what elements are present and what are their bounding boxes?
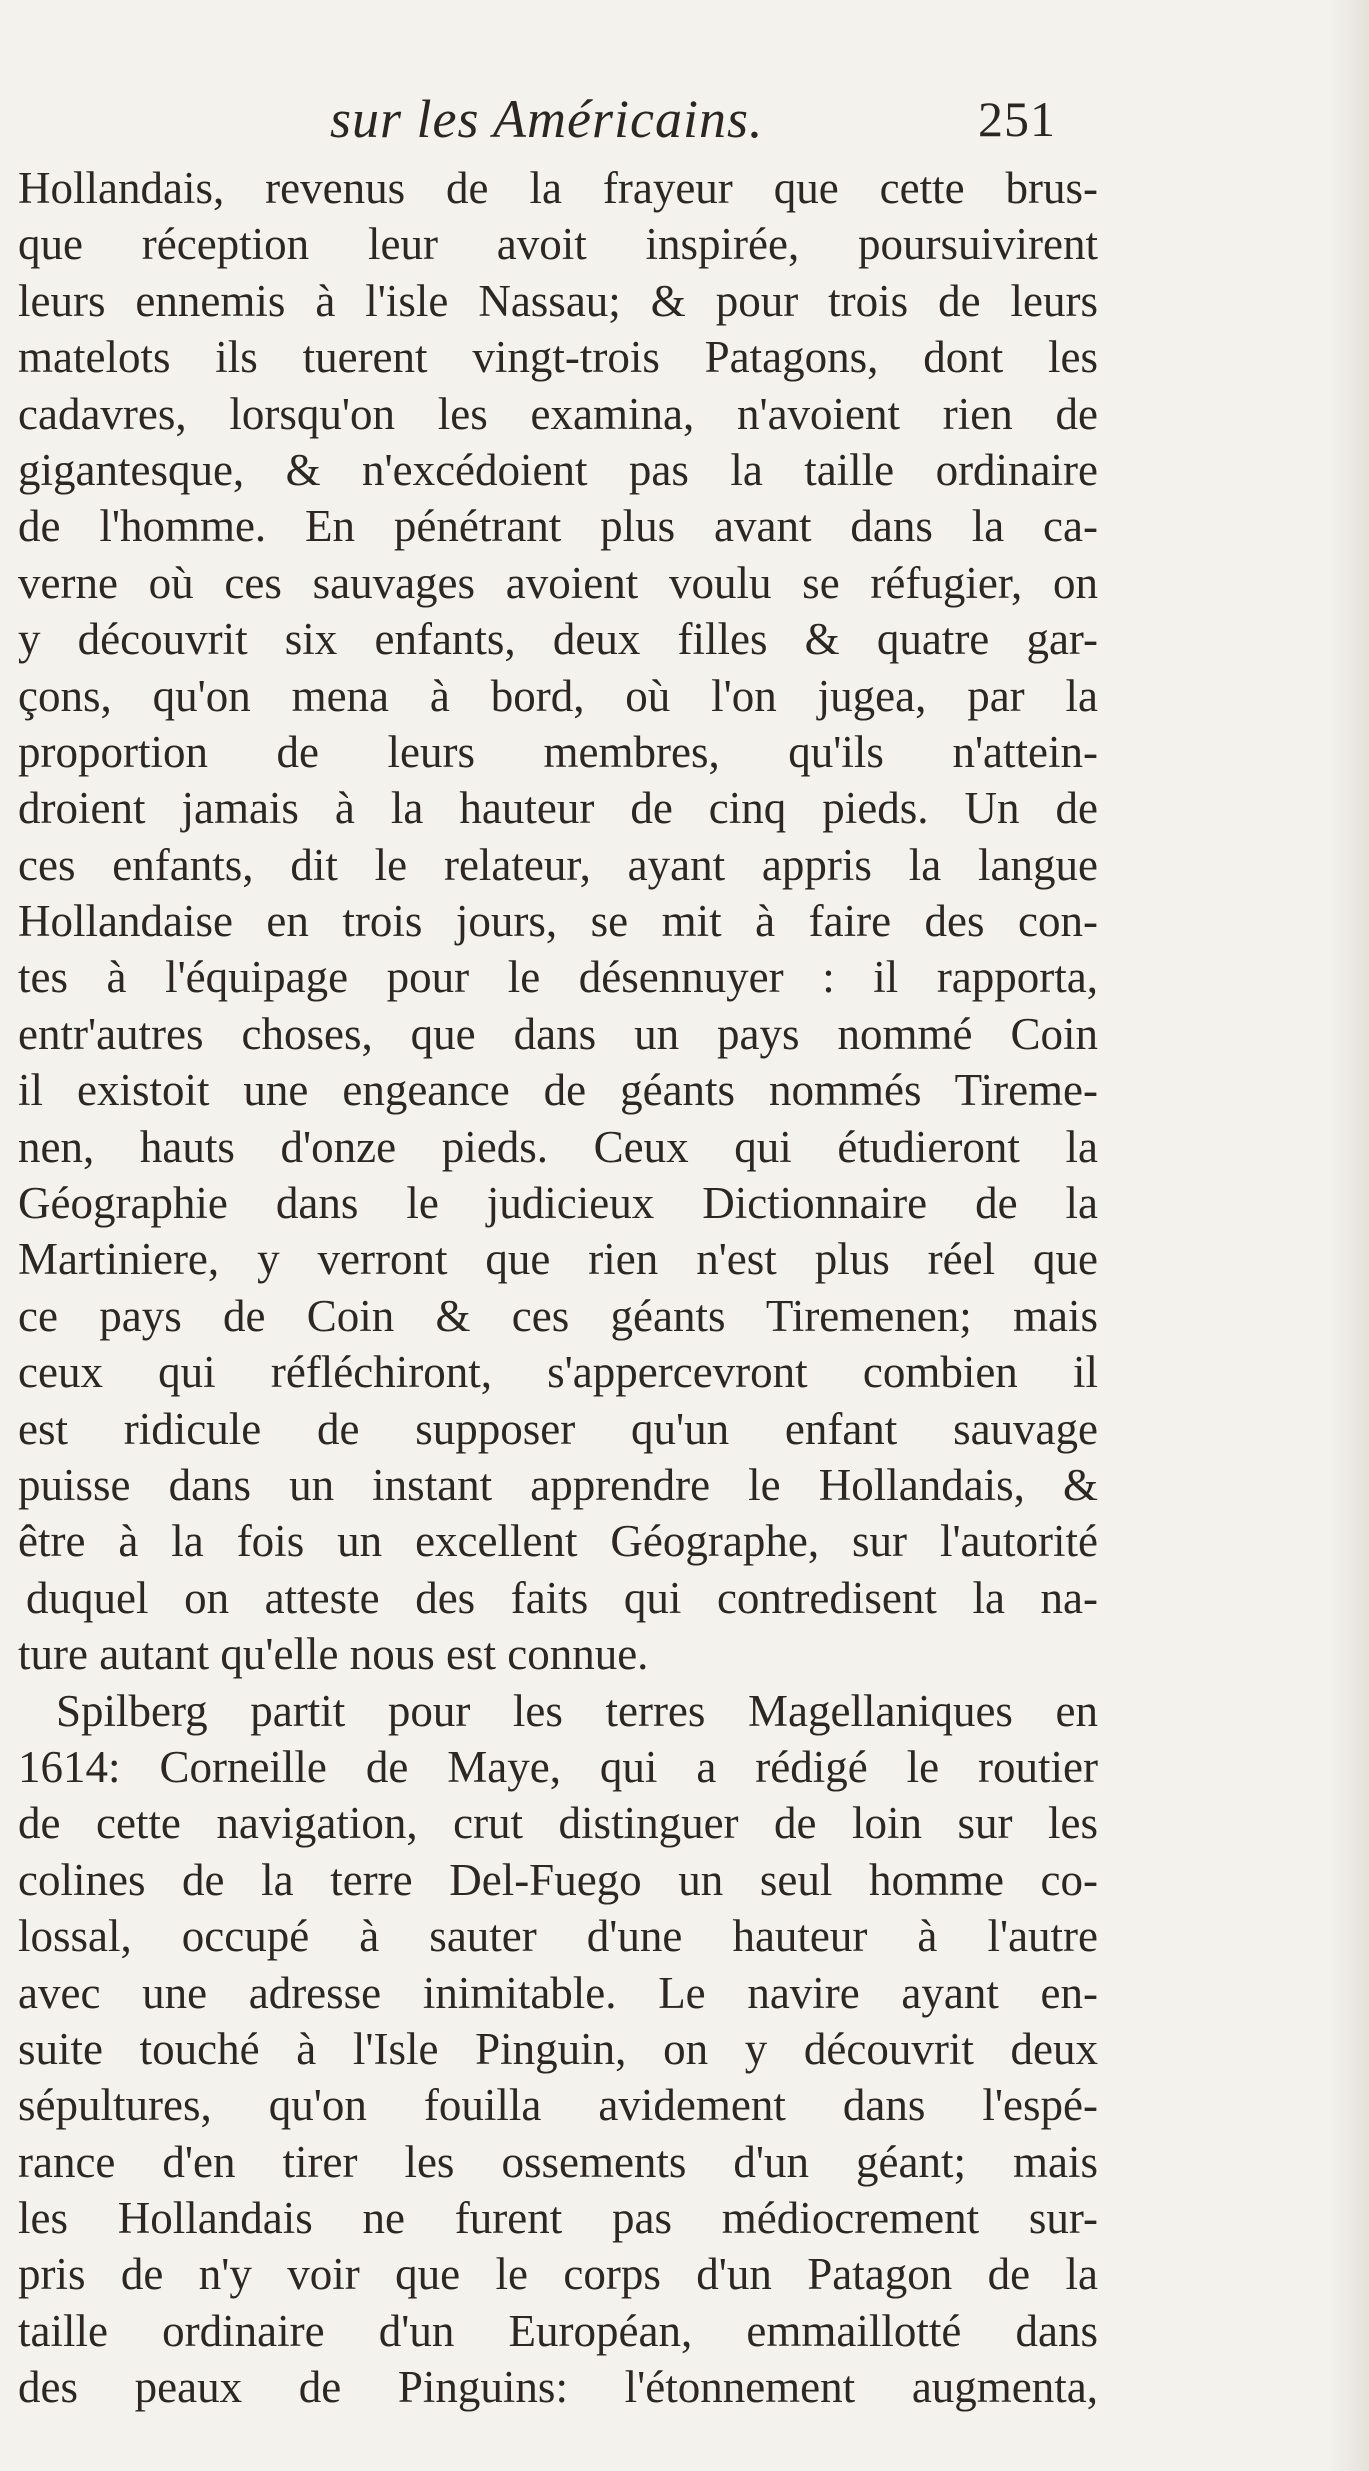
text-line: verne où ces sauvages avoient voulu se réfugier, on (18, 557, 1098, 608)
text-line: nen, hauts d'onze pieds. Ceux qui étudieront la (18, 1121, 1098, 1172)
text-line: être à la fois un excellent Géographe, sur l'autorité (18, 1516, 1098, 1567)
text-line: gigantesque, & n'excédoient pas la taille ordinaire (18, 444, 1098, 495)
text-line: suite touché à l'Isle Pinguin, on y découvrit deux (18, 2023, 1098, 2074)
text-line: que réception leur avoit inspirée, poursuivirent (18, 219, 1098, 270)
text-line: entr'autres choses, que dans un pays nommé Coin (18, 1008, 1098, 1059)
text-line: lossal, occupé à sauter d'une hauteur à l'autre (18, 1911, 1098, 1962)
text-line: matelots ils tuerent vingt-trois Patagons, dont les (18, 332, 1098, 383)
text-line: Hollandais, revenus de la frayeur que cette brus- (18, 163, 1098, 213)
text-line: ceux qui réfléchiront, s'appercevront combien il (18, 1347, 1098, 1398)
text-line: de cette navigation, crut distinguer de loin sur les (18, 1798, 1098, 1849)
text-line: 1614: Corneille de Maye, qui a rédigé le routier (18, 1741, 1098, 1792)
text-line: duquel on atteste des faits qui contredisent la na- (26, 1572, 1098, 1623)
text-line: droient jamais à la hauteur de cinq pieds. Un de (18, 783, 1098, 834)
running-title: sur les Américains. (330, 89, 764, 149)
text-line: Géographie dans le judicieux Dictionnaire de la (18, 1178, 1098, 1229)
text-line: il existoit une engeance de géants nommés Tireme- (18, 1065, 1098, 1116)
text-line: les Hollandais ne furent pas médiocrement sur- (18, 2193, 1098, 2244)
paragraph-end-line: ture autant qu'elle nous est connue. (18, 1629, 649, 1680)
text-line: Martiniere, y verront que rien n'est plus réel que (18, 1234, 1098, 1285)
text-line: ce pays de Coin & ces géants Tiremenen; mais (18, 1290, 1098, 1341)
page-header (0, 88, 1369, 158)
text-line: sépultures, qu'on fouilla avidement dans l'espé- (18, 2080, 1098, 2131)
text-line: puisse dans un instant apprendre le Hollandais, & (18, 1459, 1098, 1510)
text-line: leurs ennemis à l'isle Nassau; & pour trois de leurs (18, 275, 1098, 326)
text-line: des peaux de Pinguins: l'étonnement augmenta, (18, 2362, 1098, 2413)
text-line: avec une adresse inimitable. Le navire ayant en- (18, 1967, 1098, 2018)
body-text (18, 160, 1098, 2416)
paragraph-start-line: Spilberg partit pour les terres Magellaniques en (56, 1685, 1098, 1736)
text-line: rance d'en tirer les ossements d'un géant; mais (18, 2136, 1098, 2187)
text-line: pris de n'y voir que le corps d'un Patagon de la (18, 2249, 1098, 2300)
text-line: çons, qu'on mena à bord, où l'on jugea, par la (18, 670, 1098, 721)
text-line: tes à l'équipage pour le désennuyer : il rapporta, (18, 952, 1098, 1003)
text-line: colines de la terre Del-Fuego un seul homme co- (18, 1854, 1098, 1905)
text-line: Hollandaise en trois jours, se mit à faire des con- (18, 896, 1098, 947)
text-line: y découvrit six enfants, deux filles & quatre gar- (18, 614, 1098, 665)
page-number: 251 (978, 91, 1056, 147)
text-line: taille ordinaire d'un Européan, emmaillotté dans (18, 2305, 1098, 2356)
text-line: ces enfants, dit le relateur, ayant appris la langue (18, 839, 1098, 890)
text-line: de l'homme. En pénétrant plus avant dans la ca- (18, 501, 1098, 552)
text-line: proportion de leurs membres, qu'ils n'attein- (18, 726, 1098, 777)
text-line: cadavres, lorsqu'on les examina, n'avoient rien de (18, 388, 1098, 439)
text-line: est ridicule de supposer qu'un enfant sauvage (18, 1403, 1098, 1454)
